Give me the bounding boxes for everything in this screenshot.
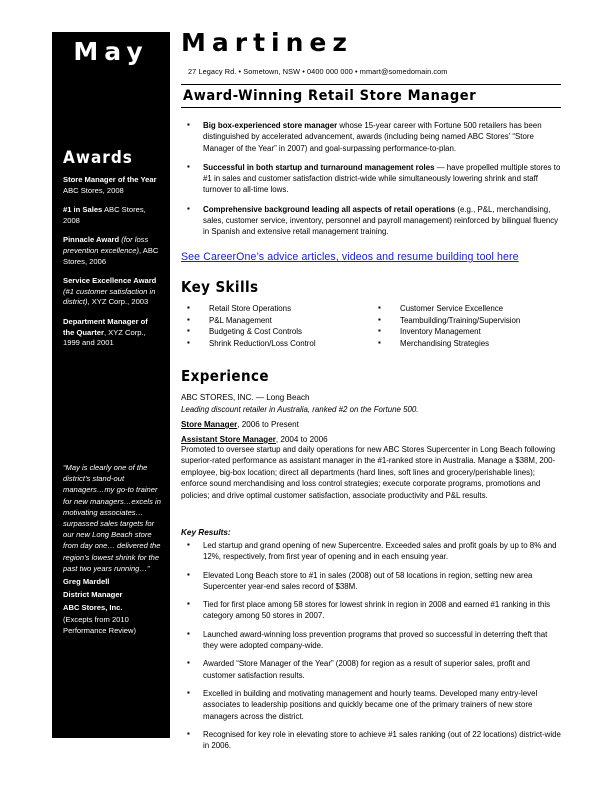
key-results-list bbox=[181, 540, 563, 751]
key-skills-columns bbox=[181, 303, 563, 349]
key-skills-column-left bbox=[181, 303, 372, 349]
award-item: Service Excellence Award (#1 customer satisfaction in district), XYZ Corp., 2003 bbox=[63, 276, 157, 307]
careerone-link[interactable]: See CareerOne’s advice articles, videos and resume building tool here bbox=[181, 251, 519, 263]
role-list bbox=[181, 418, 563, 446]
testimonial-quote-block bbox=[63, 462, 163, 636]
skill-item: ▪ Teambuilding/Training/Supervision bbox=[372, 315, 563, 327]
key-results-label: Key Results: bbox=[181, 528, 231, 537]
key-result-item: ▪ Tied for first place among 58 stores for lowest shrink in region in 2008 and earned #1 ranking in this category among 50 stores in 2007. bbox=[181, 599, 563, 622]
awards-section-heading: Awards bbox=[63, 148, 133, 168]
key-result-item: ▪ Excelled in building and motivating management and hourly teams. Developed many entry-level associates to leadership positions and quickly became one of the primary trainers of new store managers across the district. bbox=[181, 688, 563, 722]
skill-item: ▪ Shrink Reduction/Loss Control bbox=[181, 338, 372, 350]
skill-item: ▪ Retail Store Operations bbox=[181, 303, 372, 315]
job-title: Award-Winning Retail Store Manager bbox=[183, 88, 477, 104]
profile-bullet: ▪ Big box-experienced store manager whose 15-year career with Fortune 500 retailers has been distinguished by accelerated advancement, awards (including being named ABC Stores’ “Store Manager of the Year” in 2007) and goal-surpassing performance-to-plan. bbox=[181, 120, 563, 154]
profile-bullet-list bbox=[181, 120, 563, 238]
skills-right-list bbox=[372, 303, 563, 349]
key-skills-heading: Key Skills bbox=[181, 278, 259, 296]
skill-item: ▪ Merchandising Strategies bbox=[372, 338, 563, 350]
experience-summary: Promoted to oversee startup and daily operations for new ABC Stores Supercenter in Long Beach following superior-rated performance as assistant manager in the #1-ranked store in Australia. Manage a $38M, 200-employee, big-box location; direct all departments (hard lines, soft lines and grocery/perishable lines); enforce sound merchandising and loss control strategies; execute corporate programs, promotions and policies; and drive optimal customer satisfaction, associate productivity and P&L results. bbox=[181, 445, 556, 500]
key-result-item: ▪ Led startup and grand opening of new Supercentre. Exceeded sales and profit goals by up to 8% and 12%, respectively, from first year of opening and in each ensuing year. bbox=[181, 540, 563, 563]
last-name: Martinez bbox=[181, 28, 353, 57]
job-title-block bbox=[181, 84, 561, 108]
role-entry: Assistant Store Manager, 2004 to 2006 bbox=[181, 435, 328, 444]
profile-summary bbox=[181, 120, 563, 246]
award-item: #1 in Sales ABC Stores, 2008 bbox=[63, 205, 146, 225]
skill-item: ▪ Inventory Management bbox=[372, 326, 563, 338]
quote-source: (Excepts from 2010 Performance Review) bbox=[63, 614, 137, 635]
role-entry: Store Manager, 2006 to Present bbox=[181, 420, 299, 429]
awards-list bbox=[63, 175, 161, 358]
key-result-item: ▪ Recognised for key role in elevating store to achieve #1 sales ranking (out of 22 locations) district-wide in 2006. bbox=[181, 729, 563, 752]
experience-entry bbox=[181, 392, 563, 446]
first-name: May bbox=[73, 37, 149, 66]
key-skills-column-right bbox=[372, 303, 563, 349]
quote-author: Greg Mardell bbox=[63, 577, 110, 587]
employer-name: ABC STORES, INC. — Long Beach bbox=[181, 393, 310, 402]
skills-left-list bbox=[181, 303, 372, 349]
profile-bullet: ▪ Comprehensive background leading all aspects of retail operations (e.g., P&L, merchandising, sales, customer service, inventory, personnel and payroll management) reinforced by bilingual fluency in Spanish and extensive retail management training. bbox=[181, 204, 563, 238]
contact-line: 27 Legacy Rd. • Sometown, NSW • 0400 000 000 • mmart@somedomain.com bbox=[188, 67, 448, 76]
award-item: Pinnacle Award (for loss prevention excellence), ABC Stores, 2006 bbox=[63, 235, 159, 266]
quote-author-company: ABC Stores, Inc. bbox=[63, 603, 123, 613]
key-result-item: ▪ Elevated Long Beach store to #1 in sales (2008) out of 58 locations in region, setting new area Supercenter year-end sales record of $38M. bbox=[181, 570, 563, 593]
employer-tagline: Leading discount retailer in Australia, ranked #2 on the Fortune 500. bbox=[181, 405, 419, 414]
skill-item: ▪ Budgeting & Cost Controls bbox=[181, 326, 372, 338]
experience-heading: Experience bbox=[181, 367, 269, 385]
award-item: Department Manager of the Quarter, XYZ Corp., 1999 and 2001 bbox=[63, 316, 148, 348]
rule-below-title bbox=[181, 107, 561, 108]
sidebar-panel bbox=[52, 32, 170, 738]
key-result-item: ▪ Awarded “Store Manager of the Year” (2008) for region as a result of superior sales, profit and customer satisfaction results. bbox=[181, 658, 563, 681]
award-item: Store Manager of the Year ABC Stores, 2008 bbox=[63, 175, 157, 195]
skill-item: ▪ Customer Service Excellence bbox=[372, 303, 563, 315]
key-result-item: ▪ Launched award-winning loss prevention programs that proved so successful in deterring theft that they were adopted company-wide. bbox=[181, 629, 563, 652]
profile-bullet: ▪ Successful in both startup and turnaround management roles — have propelled multiple stores to #1 in sales and customer satisfaction district-wide while simultaneously lowering shrink and staff turnover to all-time lows. bbox=[181, 162, 563, 196]
key-results bbox=[181, 540, 563, 758]
skill-item: ▪ P&L Management bbox=[181, 315, 372, 327]
quote-author-title: District Manager bbox=[63, 590, 123, 600]
quote-text: “May is clearly one of the district’s stand-out managers…my go-to trainer for new managers…excels in motivating associates… surpassed sales targets for our new Long Beach store from day one… delivered the region’s lowest shrink for the past two years running…” bbox=[63, 463, 161, 573]
